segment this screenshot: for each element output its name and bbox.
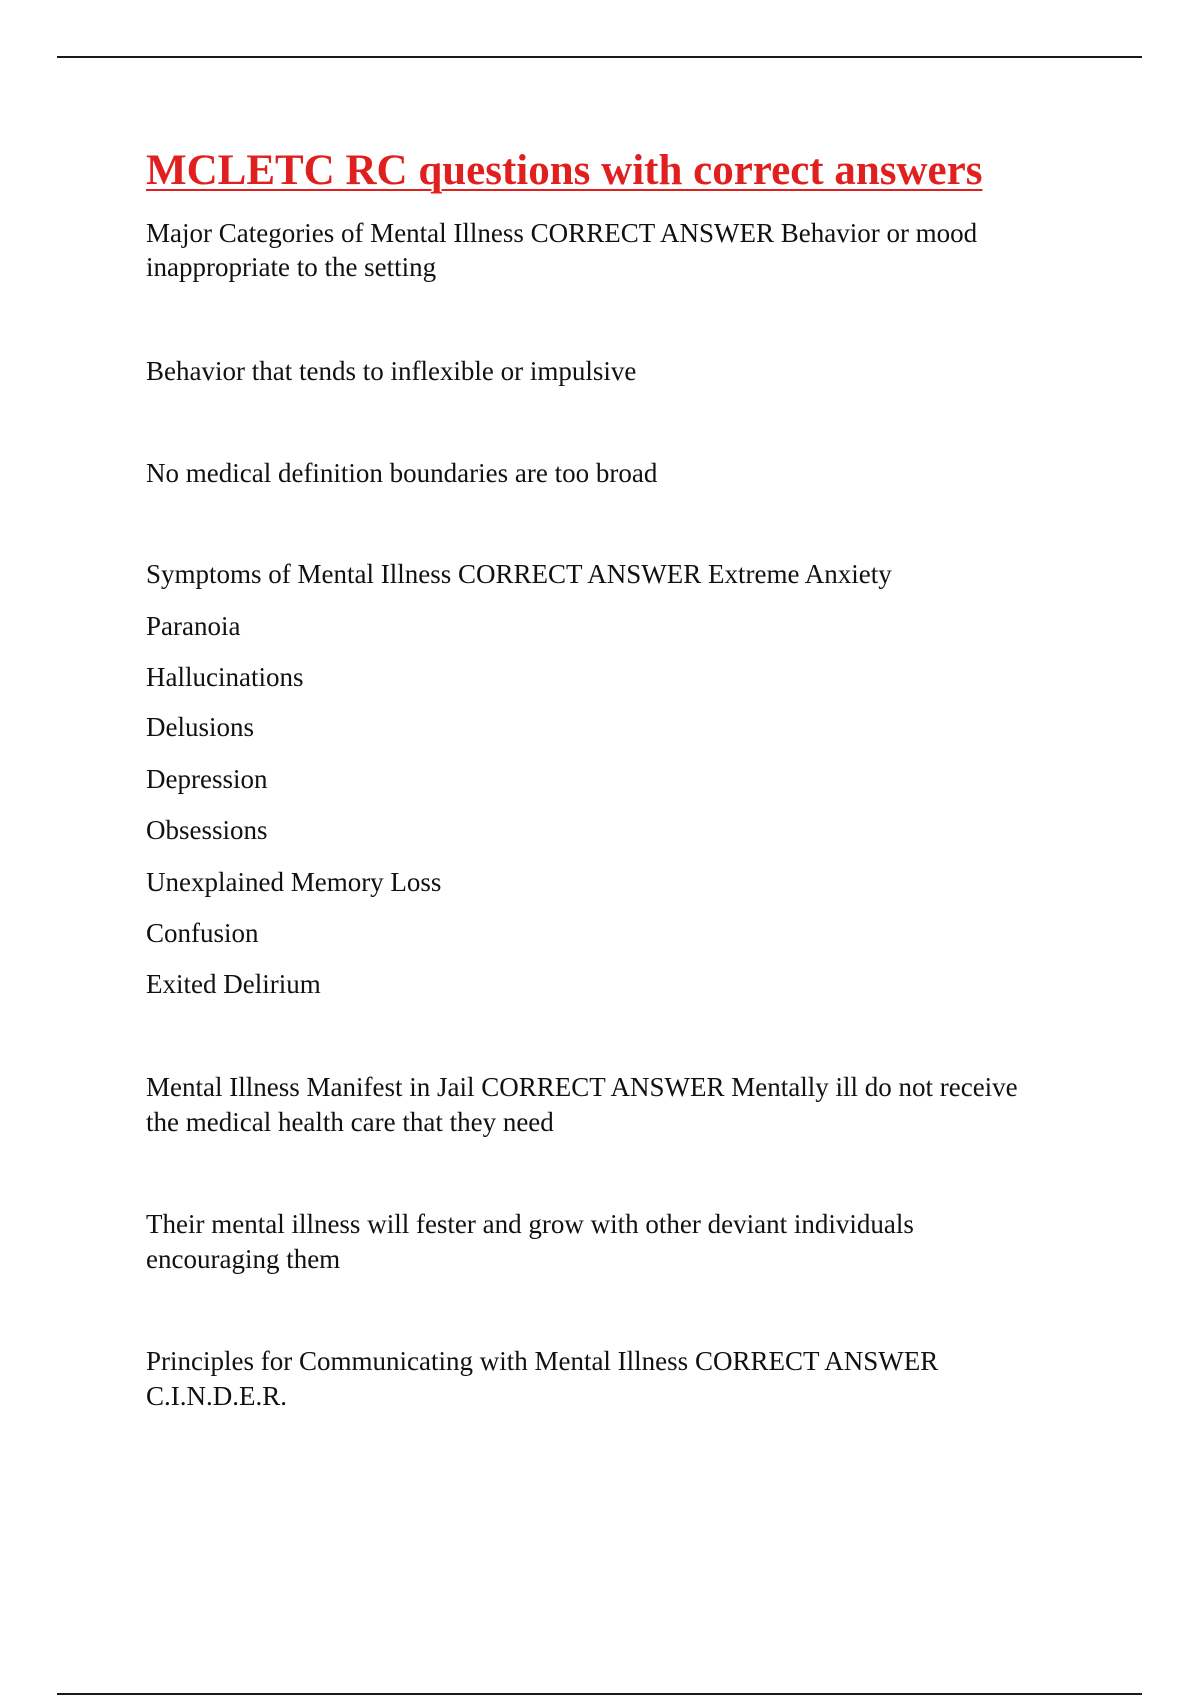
- entry-4-marker: CORRECT ANSWER: [694, 1346, 939, 1376]
- entry-4-question: Principles for Communicating with Mental Illness: [146, 1346, 689, 1376]
- entry-2-marker: CORRECT ANSWER: [458, 559, 702, 589]
- entry-2-answer-line-2: Paranoia: [146, 611, 241, 641]
- entry-4-first-line: [146, 1344, 938, 1379]
- entry-2-answer-line-4: Delusions: [146, 712, 254, 742]
- entry-2-answer-line-6: Obsessions: [146, 815, 268, 845]
- entry-3-first-line: [146, 1070, 1018, 1105]
- entry-2-question: Symptoms of Mental Illness: [146, 559, 452, 589]
- entry-2-answer-line-9: Exited Delirium: [146, 969, 321, 999]
- entry-1-answer-line-4: No medical definition boundaries are too broad: [146, 458, 658, 488]
- entry-2-first-line: [146, 557, 892, 592]
- entry-3-marker: CORRECT ANSWER: [481, 1072, 725, 1102]
- entry-2-answer-line-5: Depression: [146, 764, 268, 794]
- entry-3-question: Mental Illness Manifest in Jail: [146, 1072, 475, 1102]
- entry-4-answer-line-1: C.I.N.D.E.R.: [146, 1381, 287, 1411]
- page-title: MCLETC RC questions with correct answers: [146, 147, 983, 194]
- entry-2-answer-line-8: Confusion: [146, 918, 259, 948]
- entry-1-answer-line-1: Behavior or mood: [780, 218, 978, 248]
- entry-2-answer-line-1: Extreme Anxiety: [708, 559, 892, 589]
- footer-rule: [57, 1693, 1142, 1695]
- entry-1-marker: CORRECT ANSWER: [530, 218, 774, 248]
- entry-3-answer-line-4: encouraging them: [146, 1244, 341, 1274]
- entry-1-first-line: [146, 216, 977, 251]
- entry-3-answer-line-2: the medical health care that they need: [146, 1107, 554, 1137]
- header-rule: [57, 56, 1142, 58]
- entry-1-question: Major Categories of Mental Illness: [146, 218, 524, 248]
- entry-2-answer-line-7: Unexplained Memory Loss: [146, 867, 442, 897]
- entry-2-answer-line-3: Hallucinations: [146, 662, 304, 692]
- entry-1-answer-line-2: inappropriate to the setting: [146, 252, 437, 282]
- entry-3-answer-line-1: Mentally ill do not receive: [731, 1072, 1018, 1102]
- entry-1-answer-line-3: Behavior that tends to inflexible or impulsive: [146, 356, 637, 386]
- entry-3-answer-line-3: Their mental illness will fester and grow with other deviant individuals: [146, 1209, 914, 1239]
